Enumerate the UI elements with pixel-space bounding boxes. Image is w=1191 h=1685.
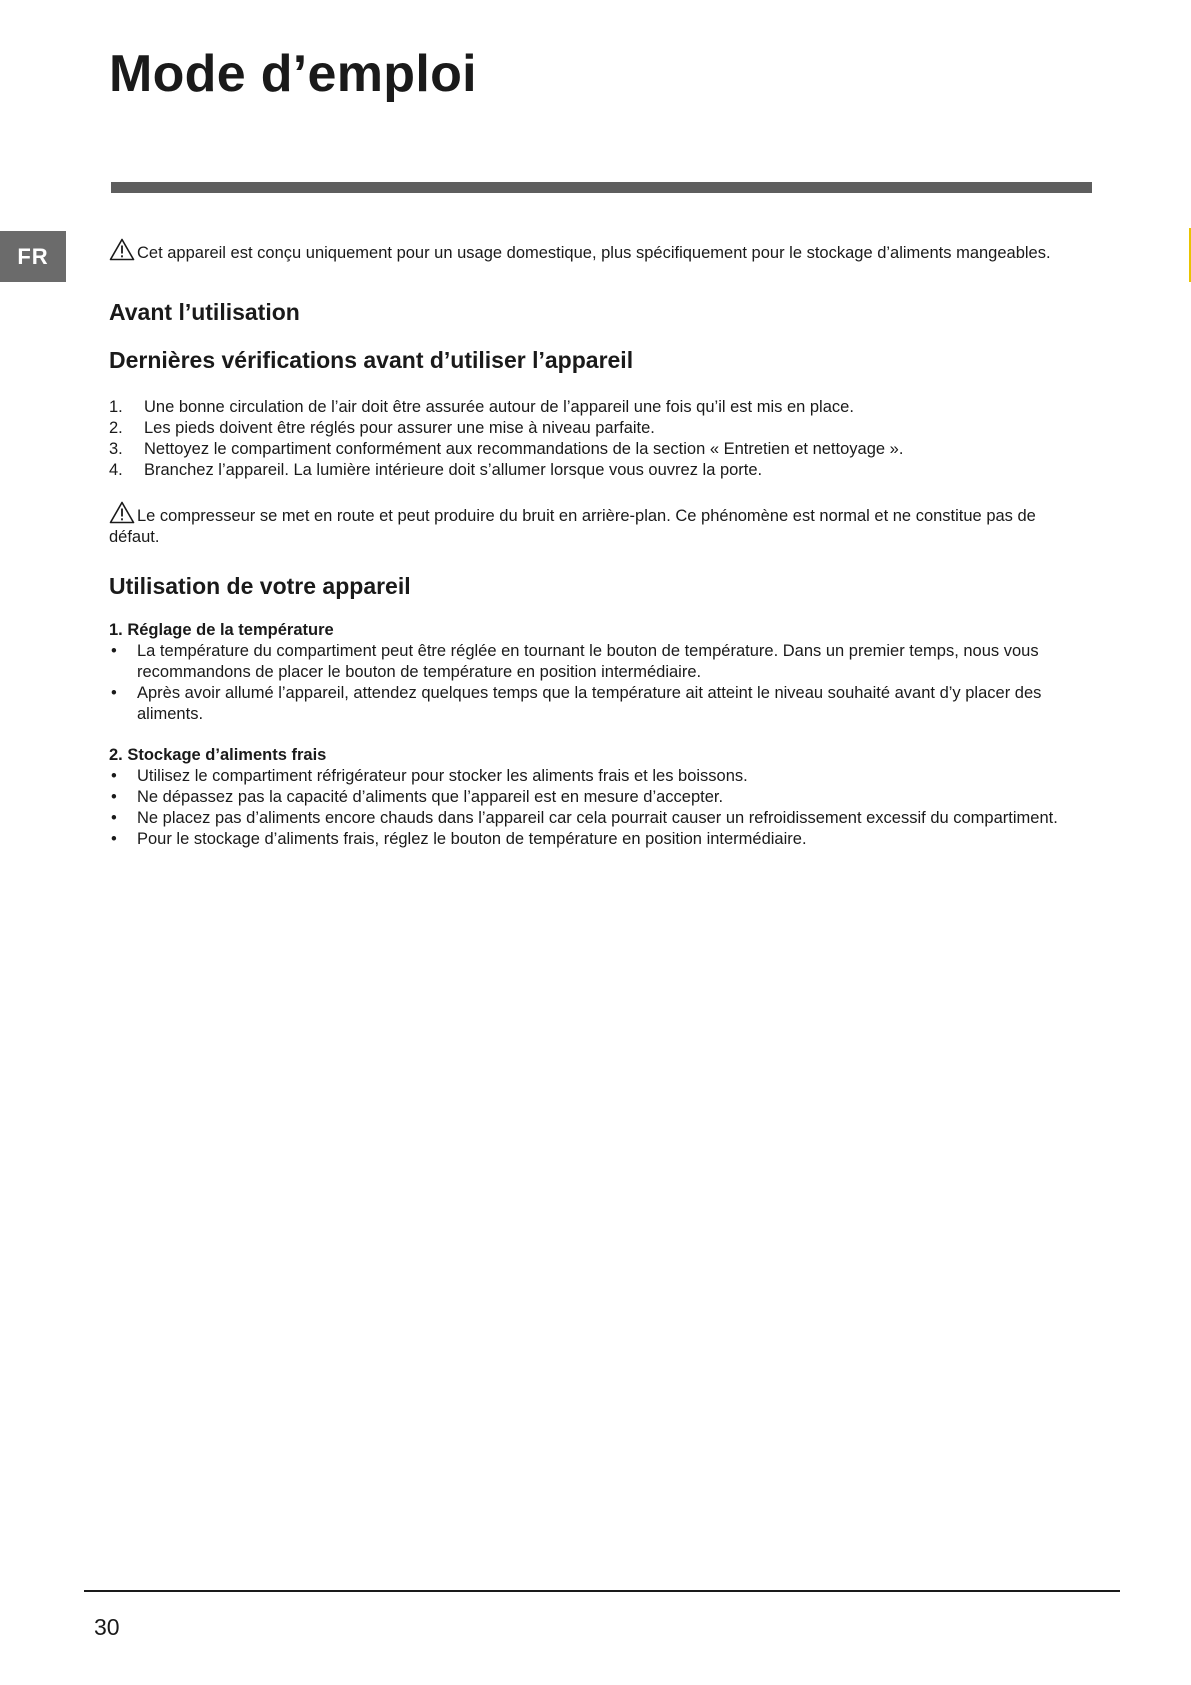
list-item bbox=[109, 418, 1059, 439]
bullet: • bbox=[111, 788, 117, 806]
warning-triangle-icon bbox=[109, 238, 135, 261]
list-item-text: Branchez l’appareil. La lumière intérieure doit s’allumer lorsque vous ouvrez la porte. bbox=[144, 461, 763, 479]
language-tab bbox=[0, 231, 66, 282]
list-item bbox=[109, 460, 1059, 481]
storage-list bbox=[109, 766, 1059, 850]
list-item-text: Après avoir allumé l’appareil, attendez quelques temps que la température ait atteint le niveau souhaité avant d’y placer des aliments. bbox=[137, 684, 1042, 723]
bullet: • bbox=[111, 642, 117, 660]
intro-warning-text: Cet appareil est conçu uniquement pour un usage domestique, plus spécifiquement pour le stockage d’aliments mangeables. bbox=[137, 244, 1051, 262]
list-item bbox=[109, 766, 1059, 787]
temperature-list bbox=[109, 641, 1059, 725]
bullet: • bbox=[111, 684, 117, 702]
footer-divider bbox=[84, 1590, 1120, 1592]
bullet: • bbox=[111, 809, 117, 827]
section-before-use: Avant l’utilisation bbox=[109, 299, 300, 325]
list-item bbox=[109, 829, 1059, 850]
section-final-checks: Dernières vérifications avant d’utiliser l’appareil bbox=[109, 347, 634, 373]
list-item-number: 4. bbox=[109, 461, 123, 479]
list-item-text: Les pieds doivent être réglés pour assurer une mise à niveau parfaite. bbox=[144, 419, 655, 437]
list-item bbox=[109, 397, 1059, 418]
list-item-text: Ne placez pas d’aliments encore chauds dans l’appareil car cela pourrait causer un refroidissement excessif du compartiment. bbox=[137, 809, 1058, 827]
main-content bbox=[109, 238, 1059, 850]
list-item bbox=[109, 683, 1059, 725]
list-item bbox=[109, 808, 1059, 829]
page-number: 30 bbox=[94, 1614, 120, 1640]
list-item bbox=[109, 787, 1059, 808]
bullet: • bbox=[111, 767, 117, 785]
list-item-number: 3. bbox=[109, 440, 123, 458]
list-item-text: Nettoyez le compartiment conformément aux recommandations de la section « Entretien et nettoyage ». bbox=[144, 440, 904, 458]
compressor-warning bbox=[109, 501, 1059, 548]
list-item bbox=[109, 439, 1059, 460]
page-title: Mode d’emploi bbox=[109, 45, 477, 103]
language-tab-label: FR bbox=[17, 243, 49, 269]
list-item-text: Pour le stockage d’aliments frais, réglez le bouton de température en position intermédiaire. bbox=[137, 830, 807, 848]
list-item-text: La température du compartiment peut être réglée en tournant le bouton de température. Dans un premier temps, nous vous recommandons de placer le bouton de température en position intermédiaire. bbox=[137, 642, 1039, 681]
list-item-number: 2. bbox=[109, 419, 123, 437]
checks-list bbox=[109, 397, 1059, 481]
section-using-appliance: Utilisation de votre appareil bbox=[109, 573, 411, 599]
subsection-fresh-storage: 2. Stockage d’aliments frais bbox=[109, 746, 327, 764]
bullet: • bbox=[111, 830, 117, 848]
title-divider bbox=[111, 182, 1092, 193]
compressor-warning-text: Le compresseur se met en route et peut produire du bruit en arrière-plan. Ce phénomène est normal et ne constitue pas de défaut. bbox=[109, 507, 1036, 546]
list-item-text: Une bonne circulation de l’air doit être assurée autour de l’appareil une fois qu’il est mis en place. bbox=[144, 398, 854, 416]
warning-triangle-icon bbox=[109, 501, 135, 524]
subsection-temperature: 1. Réglage de la température bbox=[109, 621, 334, 639]
list-item-number: 1. bbox=[109, 398, 123, 416]
list-item-text: Ne dépassez pas la capacité d’aliments que l’appareil est en mesure d’accepter. bbox=[137, 788, 724, 806]
list-item bbox=[109, 641, 1059, 683]
intro-warning bbox=[109, 238, 1059, 261]
list-item-text: Utilisez le compartiment réfrigérateur pour stocker les aliments frais et les boissons. bbox=[137, 767, 748, 785]
